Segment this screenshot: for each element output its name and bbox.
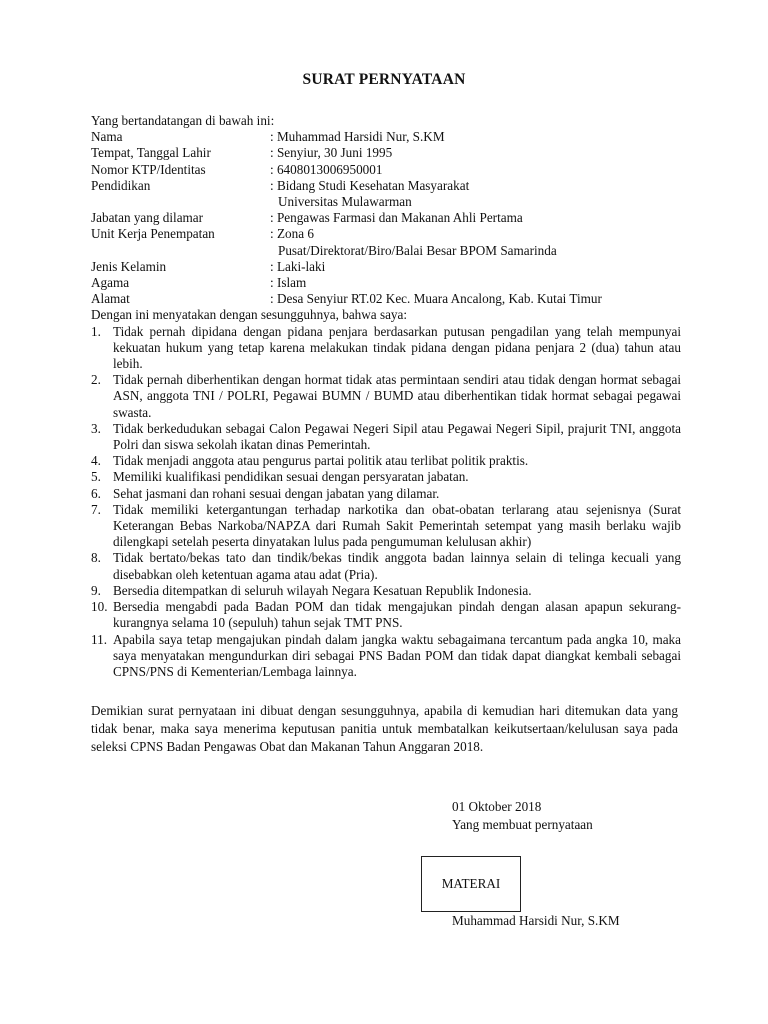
list-text: Tidak menjadi anggota atau pengurus partai politik atau terlibat politik praktis. [113, 453, 529, 469]
field-value-line: : Bidang Studi Kesehatan Masyarakat [270, 177, 470, 193]
field-value-line: : Pengawas Farmasi dan Makanan Ahli Pertama [270, 210, 523, 226]
field-label: Nomor KTP/Identitas [91, 161, 206, 177]
field-label: Agama [91, 275, 130, 291]
list-text: Tidak memiliki ketergantungan terhadap narkotika dan obat-obatan terlarang atau sejenisnya (Surat Keterangan Bebas Narkoba/NAPZA dari Rumah Sakit Pemerintah setempat yang masih berlaku wajib dilengkapi setelah peserta dinyatakan lulus pada pengumuman kelulusan akhir) [113, 501, 681, 550]
materai-label: MATERAI [441, 876, 501, 891]
field-row-jabatan [91, 210, 681, 226]
field-value [270, 178, 681, 210]
list-item [91, 632, 681, 681]
list-text: Tidak pernah diberhentikan dengan hormat tidak atas permintaan sendiri atau tidak dengan hormat sebagai ASN, anggota TNI / POLRI, Pegawai BUMN / BUMD atau diberhentikan tidak hormat sebagai pegawai swasta. [113, 372, 681, 420]
field-value-line: : Zona 6 [270, 226, 314, 242]
field-row-alamat [91, 291, 681, 307]
field-value [270, 291, 681, 307]
letter-title: SURAT PERNYATAAN [302, 71, 466, 88]
list-text: Sehat jasmani dan rohani sesuai dengan jabatan yang dilamar. [113, 485, 440, 501]
signatory-name: Muhammad Harsidi Nur, S.KM [452, 913, 620, 928]
list-item [91, 453, 681, 469]
field-value-line: : Laki-laki [270, 258, 326, 274]
identity-fields [91, 129, 681, 307]
field-label: Pendidikan [91, 177, 151, 193]
list-number: 6. [91, 485, 101, 501]
intro-line: Yang bertandatangan di bawah ini: [91, 113, 275, 128]
field-value [270, 162, 681, 178]
list-item [91, 469, 681, 485]
list-item [91, 421, 681, 453]
field-row-tempat-tanggal-lahir [91, 145, 681, 161]
field-label: Jabatan yang dilamar [91, 210, 204, 226]
list-number: 5. [91, 469, 101, 485]
field-value-line: : Islam [270, 275, 307, 291]
field-value-line: Universitas Mulawarman [278, 194, 412, 210]
list-number: 7. [91, 501, 101, 517]
field-row-agama [91, 275, 681, 291]
list-text: Bersedia ditempatkan di seluruh wilayah Negara Kesatuan Republik Indonesia. [113, 582, 532, 598]
field-row-jenis-kelamin [91, 259, 681, 275]
list-number: 9. [91, 582, 101, 598]
field-label: Tempat, Tanggal Lahir [91, 145, 211, 161]
list-text: Tidak bertato/bekas tato dan tindik/bekas tindik anggota badan lainnya selain di telinga kecuali yang disebabkan oleh ketentuan agama atau adat (Pria). [113, 550, 681, 582]
field-value-line: Pusat/Direktorat/Biro/Balai Besar BPOM Samarinda [278, 242, 557, 258]
letter-body [91, 113, 681, 680]
list-item [91, 372, 681, 421]
declaration-intro: Dengan ini menyatakan dengan sesungguhnya, bahwa saya: [91, 307, 408, 323]
field-value [270, 259, 681, 275]
list-item [91, 324, 681, 373]
field-value [270, 129, 681, 145]
list-number: 2. [91, 372, 101, 388]
field-label: Unit Kerja Penempatan [91, 226, 215, 242]
list-number: 1. [91, 323, 101, 339]
field-value [270, 275, 681, 291]
closing-paragraph: Demikian surat pernyataan ini dibuat dengan sesungguhnya, apabila di kemudian hari ditemukan data yang tidak benar, maka saya menerima keputusan panitia untuk membatalkan keikutsertaan/kelulusan saya pada seleksi CPNS Badan Pengawas Obat dan Makanan Tahun Anggaran 2018. [91, 703, 678, 755]
list-text: Apabila saya tetap mengajukan pindah dalam jangka waktu sebagaimana tercantum pada angka 10, maka saya menyatakan mengundurkan diri sebagai PNS Badan POM dan tidak dapat diangkat kembali sebagai CPNS/PNS di Kementerian/Lembaga lainnya. [113, 631, 681, 679]
list-item [91, 599, 681, 631]
materai-stamp-box [421, 856, 521, 912]
field-value [270, 226, 681, 258]
field-row-nama [91, 129, 681, 145]
list-item [91, 502, 681, 551]
list-item [91, 550, 681, 582]
list-text: Bersedia mengabdi pada Badan POM dan tidak mengajukan pindah dengan alasan apapun sekurang-kurangnya selama 10 (sepuluh) tahun sejak TMT PNS. [113, 599, 681, 631]
signature-date: 01 Oktober 2018 [452, 799, 542, 814]
field-row-nomor-ktp [91, 162, 681, 178]
field-row-pendidikan [91, 178, 681, 210]
field-label: Jenis Kelamin [91, 258, 167, 274]
signature-role: Yang membuat pernyataan [452, 817, 593, 832]
list-number: 8. [91, 550, 101, 566]
list-number: 10. [91, 599, 108, 615]
list-text: Tidak pernah dipidana dengan pidana penjara berdasarkan putusan pengadilan yang telah mempunyai kekuatan hukum yang tetap karena melakukan tindak pidana dengan pidana penjara 2 (dua) tahun atau lebih. [113, 323, 681, 372]
field-value-line: : 6408013006950001 [270, 161, 383, 177]
field-row-unit-kerja [91, 226, 681, 258]
list-text: Memiliki kualifikasi pendidikan sesuai dengan persyaratan jabatan. [113, 469, 469, 485]
list-item [91, 583, 681, 599]
list-text: Tidak berkedudukan sebagai Calon Pegawai Negeri Sipil atau Pegawai Negeri Sipil, prajurit TNI, anggota Polri dan siswa sekolah ikatan dinas Pemerintah. [113, 420, 681, 453]
field-value-line: : Senyiur, 30 Juni 1995 [270, 145, 393, 161]
field-value [270, 145, 681, 161]
list-number: 11. [91, 631, 107, 647]
list-number: 3. [91, 420, 101, 436]
field-value [270, 210, 681, 226]
list-number: 4. [91, 453, 101, 469]
field-value-line: : Muhammad Harsidi Nur, S.KM [270, 129, 445, 145]
statement-list [91, 324, 681, 680]
field-label: Alamat [91, 291, 130, 307]
field-label: Nama [91, 129, 123, 145]
list-item [91, 486, 681, 502]
field-value-line: : Desa Senyiur RT.02 Kec. Muara Ancalong, Kab. Kutai Timur [270, 291, 602, 307]
